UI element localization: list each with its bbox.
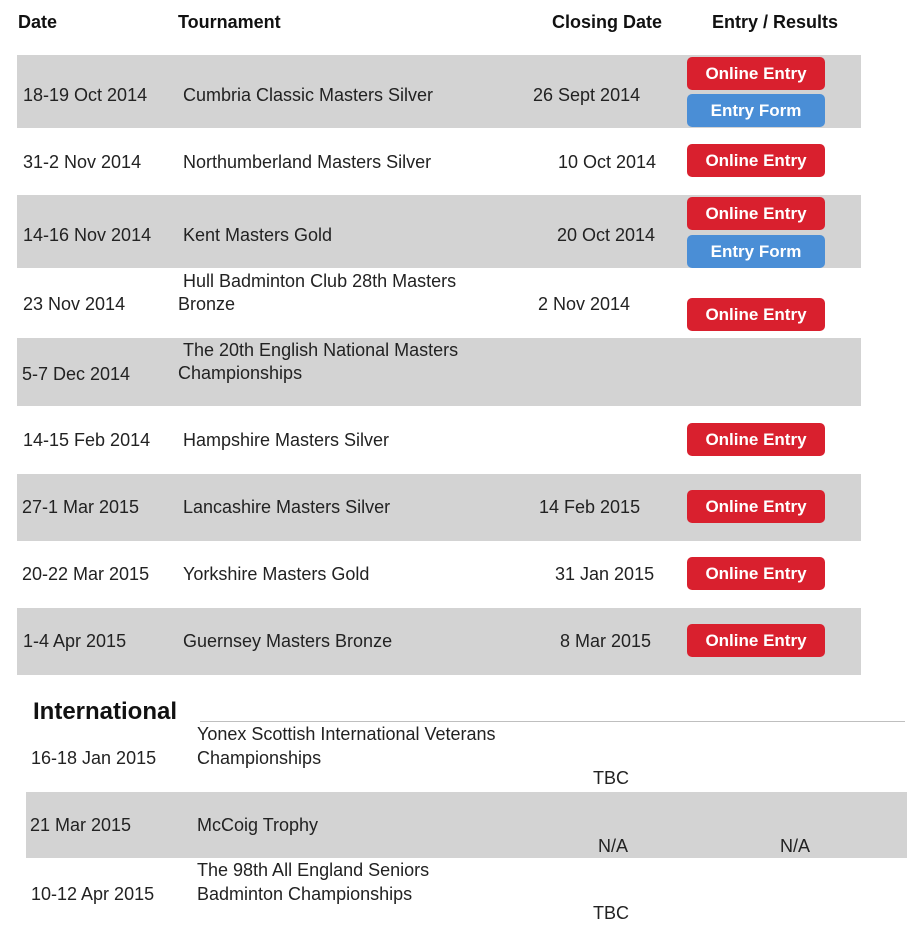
row-date: 20-22 Mar 2015 [22, 564, 150, 584]
row-tournament: Lancashire Masters Silver [183, 497, 391, 517]
row-date: 1-4 Apr 2015 [23, 631, 127, 651]
header-entry-results: Entry / Results [712, 12, 839, 32]
row-closing-date: TBC [593, 768, 629, 788]
online-entry-button[interactable]: Online Entry [687, 557, 825, 590]
row-tournament-line1: Hull Badminton Club 28th Masters [183, 271, 457, 291]
row-tournament: Northumberland Masters Silver [183, 152, 432, 172]
row-tournament-line1: The 20th English National Masters [183, 340, 459, 360]
table-row [17, 608, 861, 675]
online-entry-button[interactable]: Online Entry [687, 624, 825, 657]
row-tournament: McCoig Trophy [197, 815, 319, 835]
row-date: 14-15 Feb 2014 [23, 430, 151, 450]
row-date: 18-19 Oct 2014 [23, 85, 148, 105]
row-tournament: Guernsey Masters Bronze [183, 631, 393, 651]
row-tournament-line2: Championships [178, 363, 303, 383]
row-date: 23 Nov 2014 [23, 294, 126, 314]
online-entry-button[interactable]: Online Entry [687, 423, 825, 456]
header-tournament: Tournament [178, 12, 281, 32]
online-entry-button[interactable]: Online Entry [687, 298, 825, 331]
table-row [17, 55, 861, 128]
entry-form-button[interactable]: Entry Form [687, 94, 825, 127]
row-closing-date: 31 Jan 2015 [555, 564, 655, 584]
table-row [17, 406, 861, 474]
row-entry-results: N/A [780, 836, 811, 856]
row-closing-date: 2 Nov 2014 [538, 294, 631, 314]
row-date: 10-12 Apr 2015 [31, 884, 155, 904]
row-date: 27-1 Mar 2015 [22, 497, 140, 517]
row-tournament-line2: Badminton Championships [197, 884, 413, 904]
table-row [17, 338, 861, 406]
row-closing-date: 26 Sept 2014 [533, 85, 641, 105]
row-date: 21 Mar 2015 [30, 815, 132, 835]
online-entry-button[interactable]: Online Entry [687, 144, 825, 177]
table-row [17, 268, 861, 338]
row-closing-date: N/A [598, 836, 629, 856]
row-tournament: Cumbria Classic Masters Silver [183, 85, 434, 105]
row-closing-date: 20 Oct 2014 [557, 225, 656, 245]
row-date: 14-16 Nov 2014 [23, 225, 152, 245]
header-date: Date [18, 12, 58, 32]
table-row [17, 541, 861, 608]
row-tournament-line1: Yonex Scottish International Veterans [197, 724, 496, 744]
online-entry-button[interactable]: Online Entry [687, 490, 825, 523]
table-row [17, 474, 861, 541]
online-entry-button[interactable]: Online Entry [687, 57, 825, 90]
row-tournament-line2: Bronze [178, 294, 236, 314]
table-row [17, 195, 861, 268]
header-closing-date: Closing Date [552, 12, 663, 32]
row-tournament: Hampshire Masters Silver [183, 430, 390, 450]
row-tournament: Kent Masters Gold [183, 225, 333, 245]
row-closing-date: 14 Feb 2015 [539, 497, 641, 517]
row-tournament: Yorkshire Masters Gold [183, 564, 370, 584]
table-row [17, 128, 861, 195]
row-tournament-line1: The 98th All England Seniors [197, 860, 430, 880]
table-row [26, 858, 907, 923]
row-closing-date: TBC [593, 903, 629, 923]
table-row [26, 792, 907, 858]
online-entry-button[interactable]: Online Entry [687, 197, 825, 230]
row-date: 16-18 Jan 2015 [31, 748, 157, 768]
entry-form-button[interactable]: Entry Form [687, 235, 825, 268]
row-date: 31-2 Nov 2014 [23, 152, 142, 172]
section-title-international: International [33, 698, 178, 725]
row-closing-date: 10 Oct 2014 [558, 152, 657, 172]
table-row [26, 722, 907, 792]
row-date: 5-7 Dec 2014 [22, 364, 131, 384]
row-closing-date: 8 Mar 2015 [560, 631, 652, 651]
row-tournament-line2: Championships [197, 748, 322, 768]
